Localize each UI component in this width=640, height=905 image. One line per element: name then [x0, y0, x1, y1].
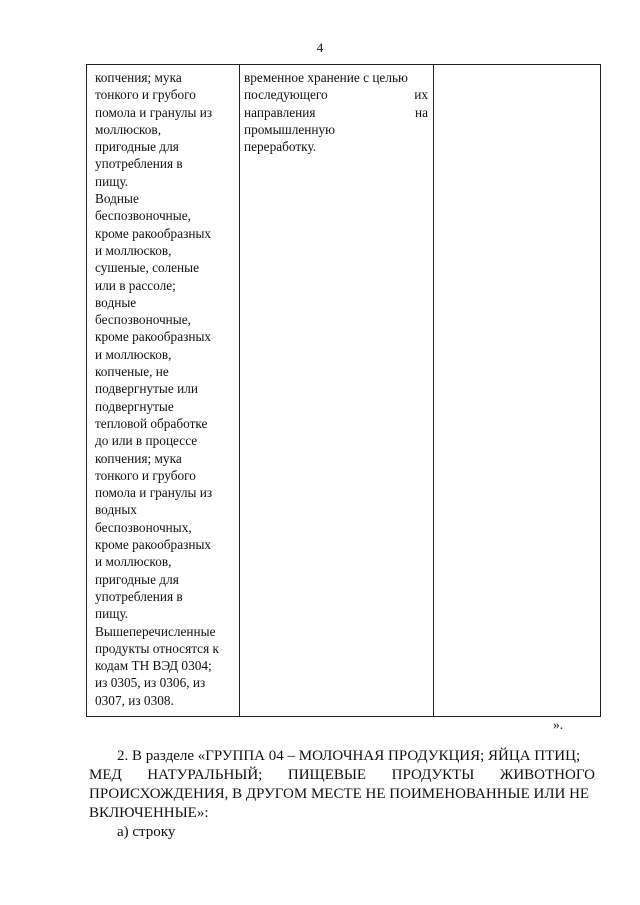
paragraph-word: ЖИВОТНОГО — [499, 767, 595, 783]
product-description-line: кодам ТН ВЭД 0304; — [95, 658, 212, 674]
page-number: 4 — [316, 40, 324, 55]
column-divider-2 — [433, 65, 434, 716]
purpose-word: последующего — [244, 87, 328, 103]
product-description-line: подвергнутые — [95, 398, 174, 414]
purpose-word: на — [414, 104, 428, 120]
product-description-line: и моллюсков, — [95, 242, 172, 258]
product-description-line: тепловой обработке — [95, 415, 208, 431]
paragraph-section-2 — [89, 747, 595, 823]
product-description-line: из 0305, из 0306, из — [95, 675, 206, 691]
paragraph-word: МЕД — [89, 767, 122, 783]
purpose-line: переработку. — [244, 139, 317, 155]
product-description-line: помола и гранулы из — [95, 104, 213, 120]
purpose-line: промышленную — [244, 121, 336, 137]
product-description-line: 0307, из 0308. — [95, 692, 174, 708]
product-description-line: копчения; мука — [95, 70, 182, 85]
product-description-line: пищу. — [95, 606, 129, 622]
product-description-line: беспозвоночные, — [95, 208, 191, 224]
paragraph-line: ПРОИСХОЖДЕНИЯ, В ДРУГОМ МЕСТЕ НЕ ПОИМЕНОВАННЫЕ ИЛИ НЕ — [89, 786, 590, 802]
product-description-line: копченые, не — [95, 364, 169, 380]
table-cell-product-description — [95, 69, 235, 709]
product-description-line: беспозвоночных, — [95, 519, 192, 535]
product-description-line: моллюсков, — [95, 121, 162, 137]
product-description-line: кроме ракообразных — [95, 329, 212, 345]
product-description-line: тонкого и грубого — [95, 87, 196, 103]
paragraph-word: ПИЩЕВЫЕ — [287, 767, 367, 783]
product-description-line: и моллюсков, — [95, 346, 172, 362]
closing-quote: ». — [553, 717, 564, 732]
column-divider-1 — [239, 65, 240, 716]
product-description-line: кроме ракообразных — [95, 225, 212, 241]
product-description-line: водные — [95, 294, 137, 310]
product-description-line: продукты относятся к — [95, 640, 219, 656]
product-description-line: Водные — [95, 191, 139, 207]
product-description-line: пригодные для — [95, 571, 179, 587]
product-description-line: употребления в — [95, 156, 183, 172]
purpose-line — [244, 86, 428, 103]
product-description-line: тонкого и грубого — [95, 467, 196, 483]
paragraph-word: ПРОДУКТЫ — [391, 767, 475, 783]
table-cell-purpose — [244, 69, 428, 155]
purpose-word: их — [414, 87, 428, 103]
product-description-line: или в рассоле; — [95, 277, 176, 293]
product-description-line: Вышеперечисленные — [95, 623, 216, 639]
paragraph-line: ВКЛЮЧЕННЫЕ»: — [89, 805, 209, 821]
product-description-line: пригодные для — [95, 139, 179, 155]
purpose-word: направления — [244, 104, 316, 120]
purpose-line: временное хранение с целью — [244, 70, 408, 85]
product-description-line: до или в процессе — [95, 433, 198, 449]
product-description-line: беспозвоночные, — [95, 312, 191, 328]
product-description-line: помола и гранулы из — [95, 485, 213, 501]
paragraph-word: НАТУРАЛЬНЫЙ; — [147, 767, 263, 783]
paragraph-line: 2. В разделе «ГРУППА 04 – МОЛОЧНАЯ ПРОДУКЦИЯ; ЯЙЦА ПТИЦ; — [117, 748, 581, 764]
product-description-line: употребления в — [95, 588, 183, 604]
paragraph-subitem-a: а) строку — [117, 824, 176, 840]
product-description-line: водных — [95, 502, 137, 518]
product-description-line: кроме ракообразных — [95, 537, 212, 553]
product-description-line: сушеные, соленые — [95, 260, 199, 276]
purpose-line — [244, 104, 428, 121]
product-description-line: подвергнутые или — [95, 381, 198, 397]
product-description-line: копчения; мука — [95, 450, 182, 466]
goods-table — [86, 64, 601, 717]
product-description-line: и моллюсков, — [95, 554, 172, 570]
product-description-line: пищу. — [95, 173, 129, 189]
paragraph-line — [89, 766, 595, 785]
